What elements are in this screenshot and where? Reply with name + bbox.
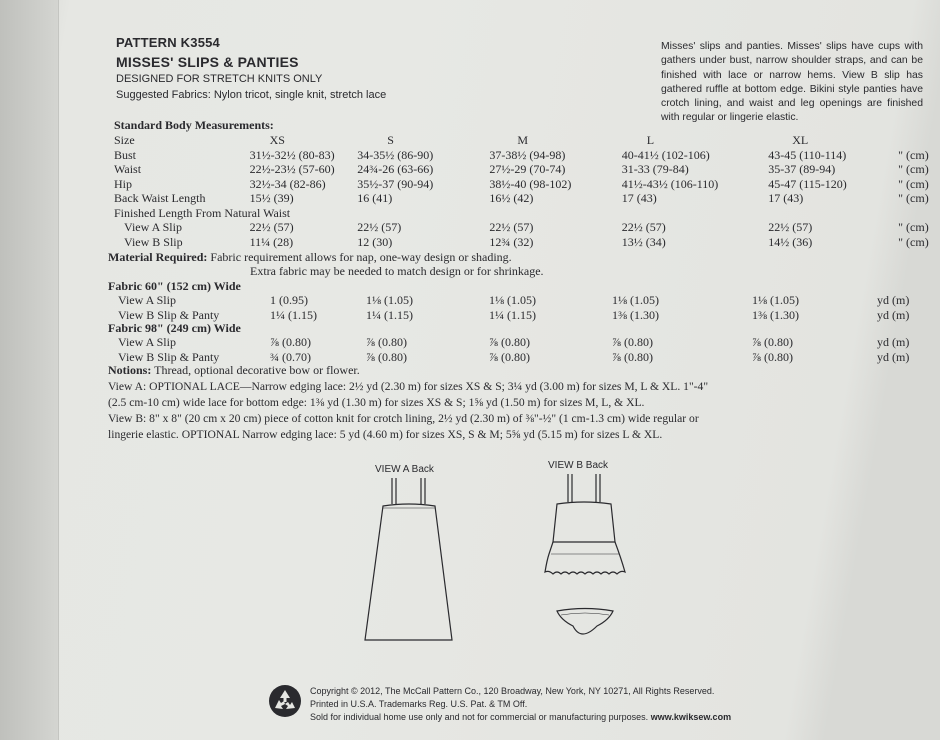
table-row: Back Waist Length 15½ (39) 16 (41) 16½ (42) 17 (43) 17 (43) " (cm) — [114, 191, 929, 205]
copyright: Copyright © 2012, The McCall Pattern Co., 120 Broadway, New York, NY 10271, All Rights Reserved. — [310, 686, 715, 696]
view-b-label: VIEW B Back — [548, 460, 609, 471]
size-s: S — [387, 133, 394, 147]
notions-line-1: View A: OPTIONAL LACE—Narrow edging lace: 2½ yd (2.30 m) for sizes XS & S; 3¼ yd (3.00 m) for sizes M, L & XL. 1"-4" — [108, 380, 709, 393]
table-row: View A Slip 22½ (57) 22½ (57) 22½ (57) 22½ (57) 22½ (57) " (cm) — [124, 220, 929, 234]
table-row: View A Slip ⅞ (0.80) ⅞ (0.80) ⅞ (0.80) ⅞ (0.80) ⅞ (0.80) yd (m) — [118, 335, 910, 349]
pattern-title: MISSES' SLIPS & PANTIES — [116, 54, 299, 70]
notions-label: Notions: — [108, 363, 152, 377]
size-m: M — [517, 133, 529, 147]
material-required — [108, 250, 512, 265]
table-row: View B Slip & Panty ¾ (0.70) ⅞ (0.80) ⅞ (0.80) ⅞ (0.80) ⅞ (0.80) yd (m) — [118, 349, 910, 364]
printed-notice: Printed in U.S.A. Trademarks Reg. U.S. Pat. & TM Off. — [310, 699, 528, 709]
view-a-back-illustration — [355, 476, 465, 646]
material-line-1: Fabric requirement allows for nap, one-way design or shading. — [210, 250, 512, 264]
table-row: View B Slip 11¼ (28) 12 (30) 12¾ (32) 13½ (34) 14½ (36) " (cm) — [124, 234, 929, 249]
finished-length-title-row: Finished Length From Natural Waist — [114, 205, 291, 220]
pattern-description: Misses' slips and panties. Misses' slips have cups with gathers under bust, narrow shoulder straps, and can be finished with lace or narrow hems. View B slip has gathered ruffle at bottom edge. Bikini style panties have crotch lining, and waist and leg openings are finished with regular or lingerie elastic. — [661, 41, 923, 124]
fabric-60-title: Fabric 60" (152 cm) Wide — [108, 279, 241, 293]
pattern-subtitle: DESIGNED FOR STRETCH KNITS ONLY — [116, 73, 323, 85]
notions-text: Thread, optional decorative bow or flower. — [154, 363, 360, 377]
table-row: View B Slip & Panty 1¼ (1.15) 1¼ (1.15) 1¼ (1.15) 1⅜ (1.30) 1⅜ (1.30) yd (m) — [118, 307, 910, 322]
fabric-98-title: Fabric 98" (249 cm) Wide — [108, 321, 241, 335]
fabric-98-table — [114, 335, 923, 364]
website-link: www.kwiksew.com — [650, 712, 732, 722]
material-label: Material Required: — [108, 250, 208, 264]
size-xs: XS — [269, 133, 285, 147]
notions-line-3: View B: 8" x 8" (20 cm x 20 cm) piece of cotton knit for crotch lining, 2½ yd (2.30 m) of ⅜"-½" (1 cm-1.3 cm) wide regular or — [108, 412, 699, 425]
size-header-row — [114, 133, 940, 148]
recycle-icon — [268, 684, 302, 718]
notions-line-4: lingerie elastic. OPTIONAL Narrow edging lace: 5 yd (4.60 m) for sizes XS, S & M; 5⅝ yd (5.15 m) for sizes L & XL. — [108, 428, 663, 441]
material-line-2: Extra fabric may be needed to match design or for shrinkage. — [250, 264, 544, 278]
envelope-flap — [0, 0, 59, 740]
table-row: Waist 22½-23½ (57-60) 24¾-26 (63-66) 27½-29 (70-74) 31-33 (79-84) 35-37 (89-94) " (cm) — [114, 162, 929, 176]
view-a-label: VIEW A Back — [375, 464, 434, 475]
table-row: Bust 31½-32½ (80-83) 34-35½ (86-90) 37-38½ (94-98) 40-41½ (102-106) 43-45 (110-114) " (cm) — [114, 147, 929, 162]
view-b-back-illustration — [535, 472, 635, 642]
size-xl: XL — [792, 133, 809, 147]
usage-notice: Sold for individual home use only and not for commercial or manufacturing purposes. www.kwiksew.com — [310, 712, 732, 722]
suggested-fabrics: Suggested Fabrics: Nylon tricot, single knit, stretch lace — [116, 89, 387, 101]
pattern-number: PATTERN K3554 — [116, 35, 220, 50]
notions — [108, 363, 360, 379]
size-l: L — [646, 133, 655, 147]
size-label: Size — [114, 133, 135, 147]
table-row: Hip 32½-34 (82-86) 35½-37 (90-94) 38½-40 (98-102) 41½-43½ (106-110) 45-47 (115-120) " (cm) — [114, 176, 929, 191]
notions-line-2: (2.5 cm-10 cm) wide lace for bottom edge: 1⅜ yd (1.30 m) for sizes XS & S; 1⅝ yd (1.50 m) for sizes M, L, & XL. — [108, 396, 645, 409]
measurements-title: Standard Body Measurements: — [114, 118, 274, 132]
table-row: View A Slip 1 (0.95) 1⅛ (1.05) 1⅛ (1.05) 1⅛ (1.05) 1⅛ (1.05) yd (m) — [118, 293, 910, 307]
fabric-60-table — [114, 293, 923, 322]
measurements-table — [114, 133, 940, 249]
